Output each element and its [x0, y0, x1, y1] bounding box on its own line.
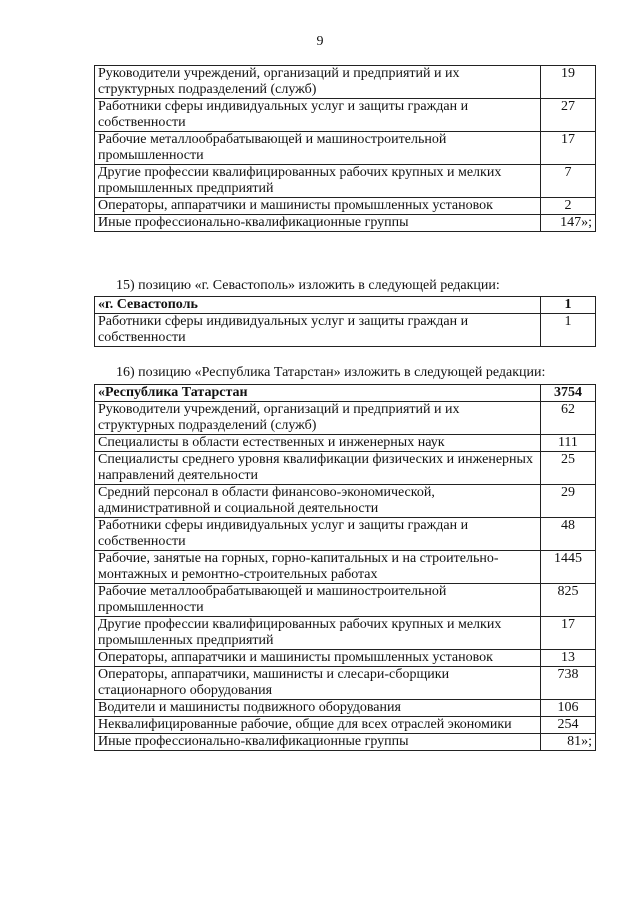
- table-row: [95, 99, 596, 132]
- table-row: [95, 435, 596, 452]
- row-value: 2: [540, 198, 595, 215]
- table-row: [95, 551, 596, 584]
- row-value: 825: [540, 584, 595, 617]
- row-value: 1445: [540, 551, 595, 584]
- page-number: 9: [316, 34, 324, 49]
- row-name: Работники сферы индивидуальных услуг и защиты граждан и собственности: [95, 518, 541, 551]
- table-row: [95, 165, 596, 198]
- row-value: 106: [540, 700, 595, 717]
- table-header-row: [95, 385, 596, 402]
- table-row: [95, 734, 596, 751]
- table-row: [95, 452, 596, 485]
- row-value: 25: [540, 452, 595, 485]
- table-row: [95, 314, 596, 347]
- table-continuation: [94, 65, 596, 232]
- table-row: [95, 617, 596, 650]
- table-tatarstan: [94, 384, 596, 751]
- instruction-16: 16) позицию «Республика Татарстан» изложить в следующей редакции:: [116, 365, 546, 380]
- table-row: [95, 132, 596, 165]
- row-name: Рабочие, занятые на горных, горно-капитальных и на строительно-монтажных и ремонтно-строительных работах: [95, 551, 541, 584]
- row-name: Операторы, аппаратчики, машинисты и слесари-сборщики стационарного оборудования: [95, 667, 541, 700]
- table-row: [95, 667, 596, 700]
- row-value: 254: [540, 717, 595, 734]
- row-name: Рабочие металлообрабатывающей и машиностроительной промышленности: [95, 132, 541, 165]
- row-name: Другие профессии квалифицированных рабочих крупных и мелких промышленных предприятий: [95, 617, 541, 650]
- instruction-15: 15) позицию «г. Севастополь» изложить в следующей редакции:: [116, 278, 500, 293]
- row-value: 147»;: [540, 215, 595, 232]
- row-name: Специалисты среднего уровня квалификации физических и инженерных направлений деятельности: [95, 452, 541, 485]
- table-row: [95, 518, 596, 551]
- row-name: Работники сферы индивидуальных услуг и защиты граждан и собственности: [95, 99, 541, 132]
- table-row: [95, 584, 596, 617]
- table-row: [95, 198, 596, 215]
- row-name: Иные профессионально-квалификационные группы: [95, 215, 541, 232]
- row-name: Другие профессии квалифицированных рабочих крупных и мелких промышленных предприятий: [95, 165, 541, 198]
- region-total: 1: [540, 297, 595, 314]
- row-value: 19: [540, 66, 595, 99]
- row-value: 13: [540, 650, 595, 667]
- row-value: 17: [540, 617, 595, 650]
- table-row: [95, 402, 596, 435]
- row-name: Руководители учреждений, организаций и предприятий и их структурных подразделений (служб): [95, 66, 541, 99]
- table-sevastopol: [94, 296, 596, 347]
- region-total: 3754: [540, 385, 595, 402]
- row-name: Операторы, аппаратчики и машинисты промышленных установок: [95, 198, 541, 215]
- row-value: 738: [540, 667, 595, 700]
- row-value: 7: [540, 165, 595, 198]
- row-name: Иные профессионально-квалификационные группы: [95, 734, 541, 751]
- row-value: 81»;: [540, 734, 595, 751]
- region-name: «г. Севастополь: [95, 297, 541, 314]
- table-header-row: [95, 297, 596, 314]
- row-value: 62: [540, 402, 595, 435]
- table-row: [95, 717, 596, 734]
- row-name: Специалисты в области естественных и инженерных наук: [95, 435, 541, 452]
- row-name: Рабочие металлообрабатывающей и машиностроительной промышленности: [95, 584, 541, 617]
- row-value: 111: [540, 435, 595, 452]
- table-row: [95, 66, 596, 99]
- row-name: Неквалифицированные рабочие, общие для всех отраслей экономики: [95, 717, 541, 734]
- table-row: [95, 215, 596, 232]
- row-value: 48: [540, 518, 595, 551]
- table-row: [95, 700, 596, 717]
- region-name: «Республика Татарстан: [95, 385, 541, 402]
- table-row: [95, 485, 596, 518]
- row-name: Водители и машинисты подвижного оборудования: [95, 700, 541, 717]
- row-value: 27: [540, 99, 595, 132]
- row-value: 29: [540, 485, 595, 518]
- row-value: 17: [540, 132, 595, 165]
- row-name: Работники сферы индивидуальных услуг и защиты граждан и собственности: [95, 314, 541, 347]
- table-row: [95, 650, 596, 667]
- row-name: Руководители учреждений, организаций и предприятий и их структурных подразделений (служб): [95, 402, 541, 435]
- row-name: Средний персонал в области финансово-экономической, административной и социальной деятельности: [95, 485, 541, 518]
- row-name: Операторы, аппаратчики и машинисты промышленных установок: [95, 650, 541, 667]
- row-value: 1: [540, 314, 595, 347]
